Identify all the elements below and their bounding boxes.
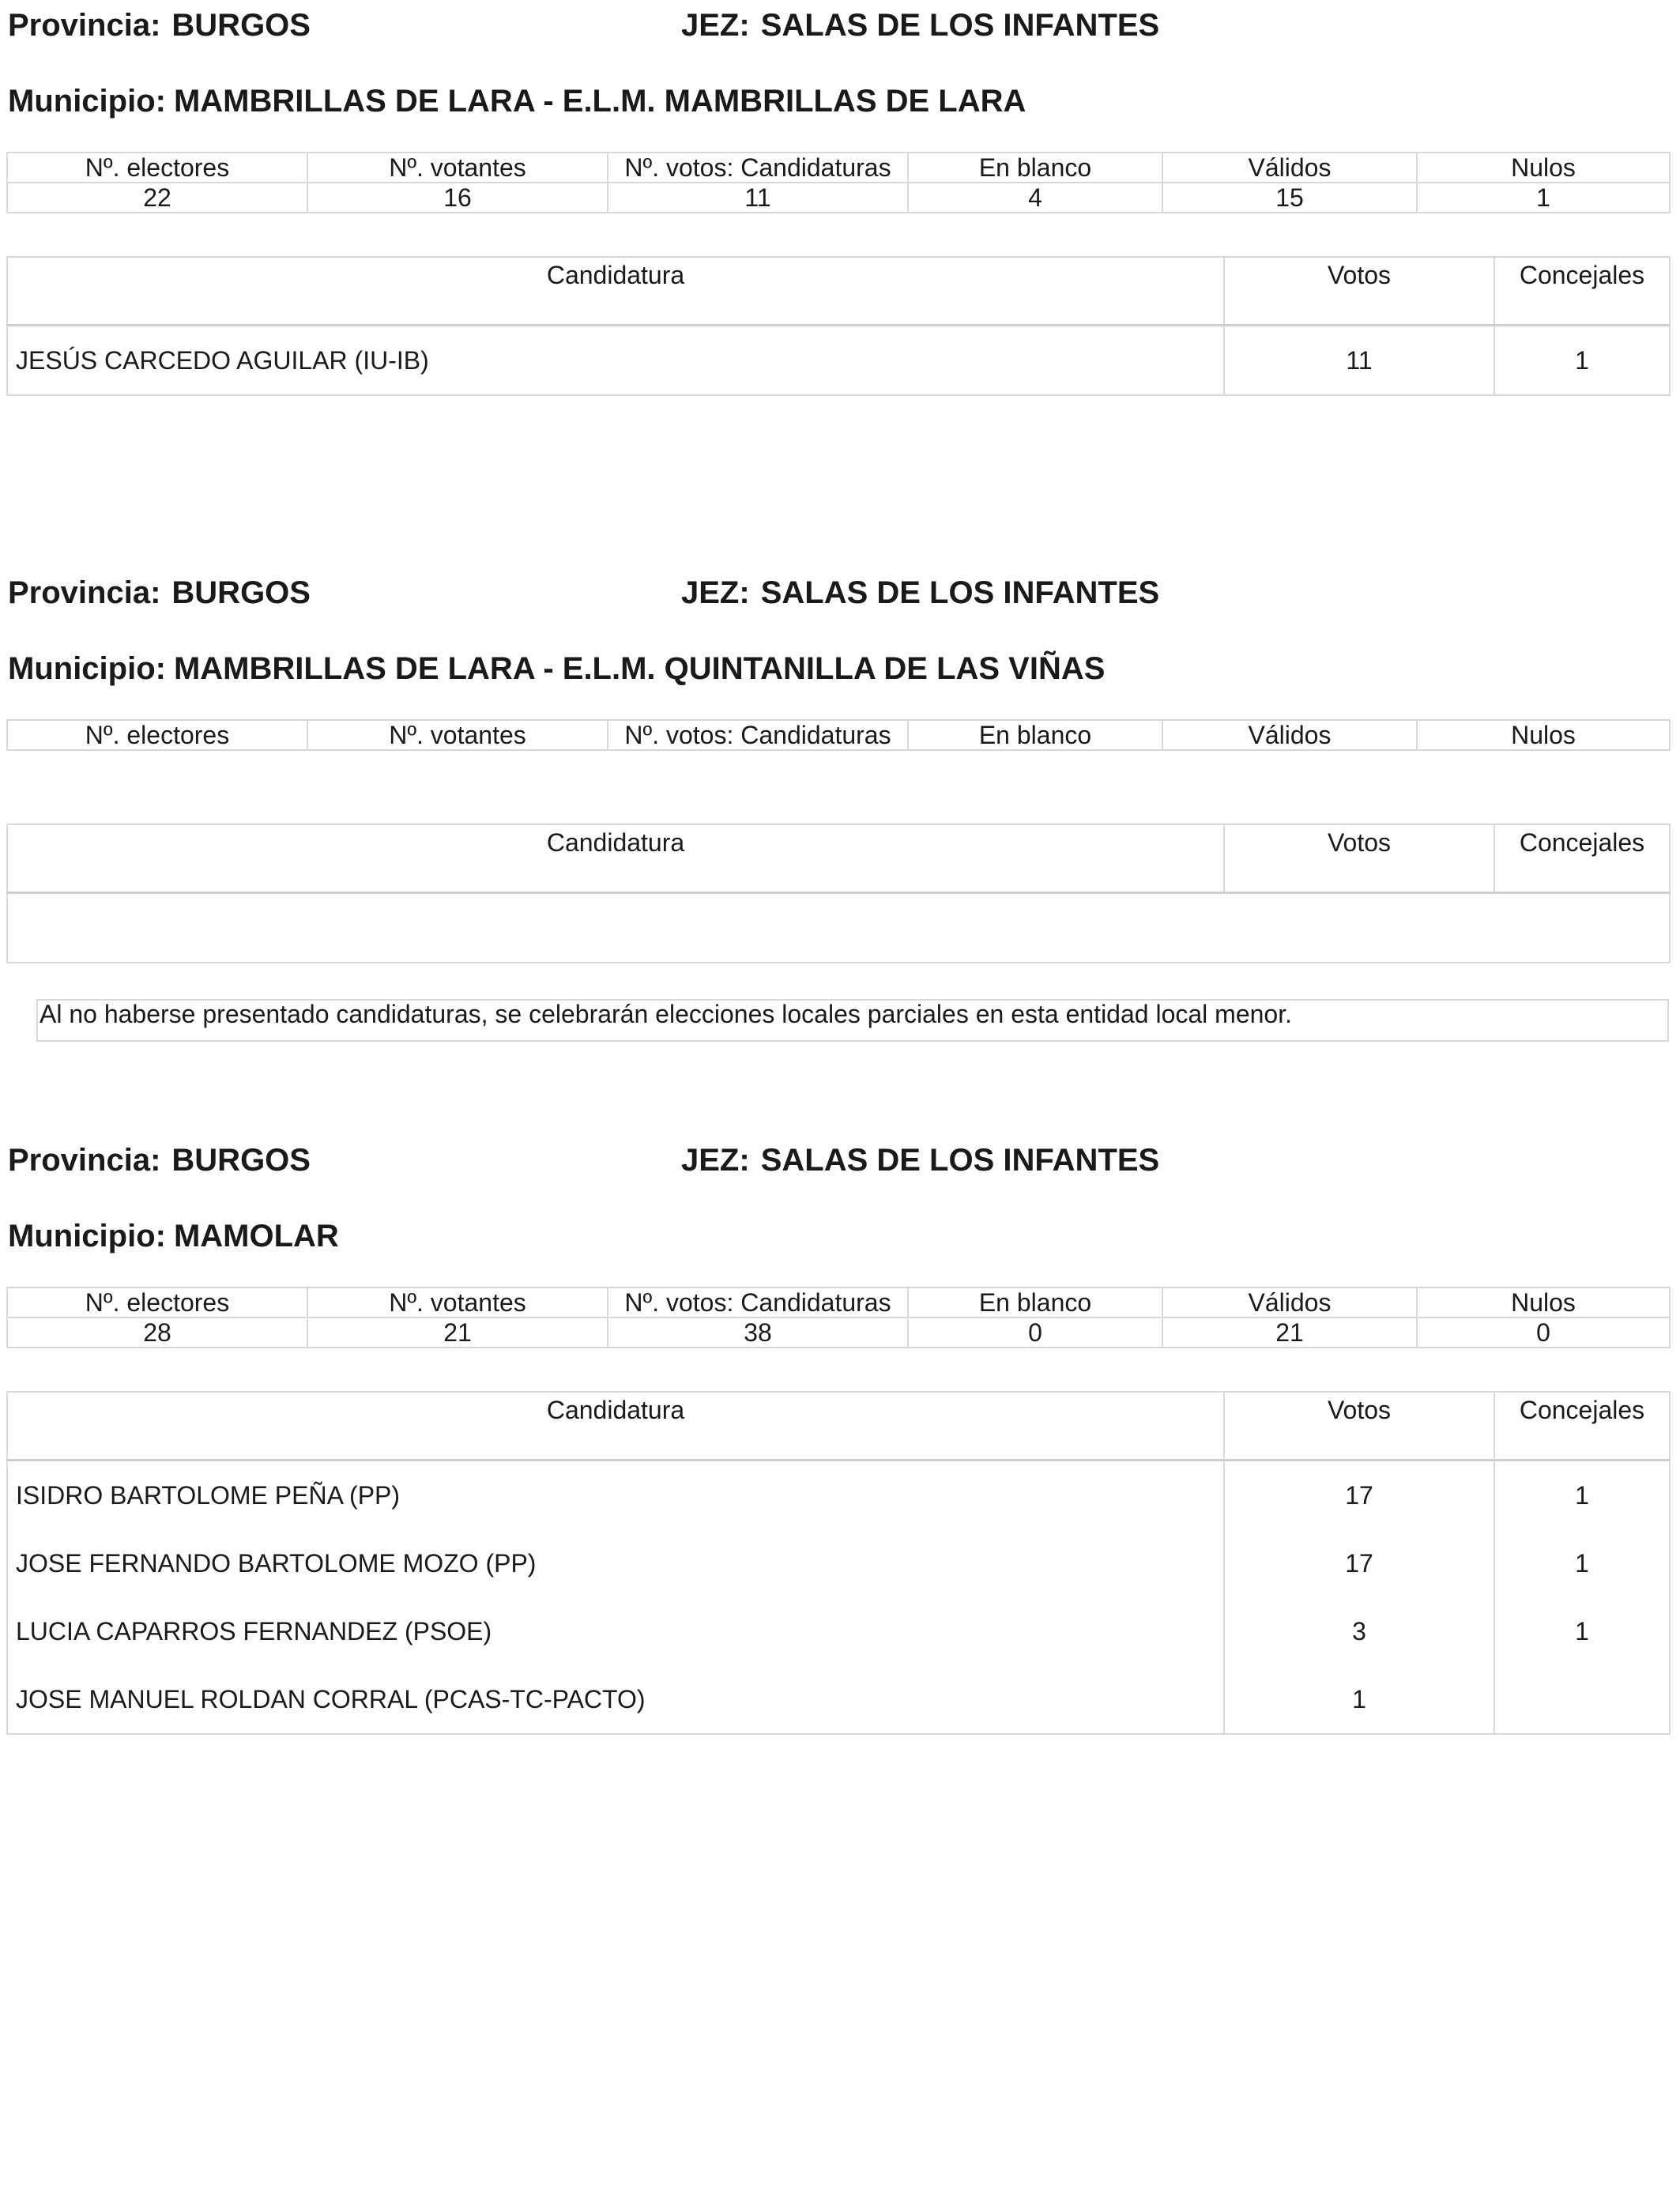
candidate-votos: 3 [1224, 1597, 1494, 1665]
stats-nulos: 1 [1417, 183, 1670, 213]
stats-header-nulos: Nulos [1417, 1287, 1670, 1318]
candidate-votos: 17 [1224, 1529, 1494, 1597]
candidates-table [6, 1391, 1671, 1735]
municipio-value: MAMOLAR [173, 1219, 339, 1253]
provincia-heading [8, 1144, 311, 1176]
candidates-header-row [7, 257, 1670, 326]
candidate-votos: 1 [1224, 1665, 1494, 1734]
provincia-value: BURGOS [171, 1143, 311, 1178]
stats-header-nulos: Nulos [1417, 720, 1670, 750]
stats-nulos: 0 [1417, 1318, 1670, 1348]
jez-heading [681, 9, 1159, 41]
stats-header-votos-candidaturas: Nº. votos: Candidaturas [608, 1287, 908, 1318]
stats-header-en-blanco: En blanco [908, 153, 1162, 183]
header-candidatura: Candidatura [7, 824, 1224, 893]
stats-votantes: 21 [307, 1318, 608, 1348]
stats-header-en-blanco: En blanco [908, 1287, 1162, 1318]
candidate-votos: 17 [1224, 1461, 1494, 1530]
provincia-label: Provincia: [8, 575, 161, 610]
stats-electores: 28 [7, 1318, 307, 1348]
municipio-label: Municipio: [8, 651, 166, 686]
municipio-heading [8, 1220, 339, 1252]
candidate-concejales: 1 [1494, 1597, 1670, 1665]
candidates-header-row [7, 824, 1670, 893]
stats-header-validos: Válidos [1162, 720, 1417, 750]
stats-header-validos: Válidos [1162, 1287, 1417, 1318]
stats-header-votos-candidaturas: Nº. votos: Candidaturas [608, 153, 908, 183]
candidate-name: JOSE FERNANDO BARTOLOME MOZO (PP) [7, 1529, 1224, 1597]
municipio-heading [8, 653, 1105, 684]
table-row-empty [7, 893, 1670, 963]
jez-heading [681, 1144, 1159, 1176]
stats-header-votantes: Nº. votantes [307, 720, 608, 750]
jez-label: JEZ: [681, 8, 750, 43]
header-concejales: Concejales [1494, 1392, 1670, 1461]
provincia-heading [8, 577, 311, 609]
candidate-name: LUCIA CAPARROS FERNANDEZ (PSOE) [7, 1597, 1224, 1665]
header-concejales: Concejales [1494, 257, 1670, 326]
stats-votantes: 16 [307, 183, 608, 213]
provincia-value: BURGOS [171, 575, 311, 610]
stats-votos-candidaturas: 38 [608, 1318, 908, 1348]
candidate-concejales [1494, 1665, 1670, 1734]
stats-header-nulos: Nulos [1417, 153, 1670, 183]
candidates-table [6, 256, 1671, 396]
stats-header-en-blanco: En blanco [908, 720, 1162, 750]
empty-candidates-cell [7, 893, 1670, 963]
stats-header-electores: Nº. electores [7, 1287, 307, 1318]
header-votos: Votos [1224, 1392, 1494, 1461]
jez-value: SALAS DE LOS INFANTES [760, 575, 1160, 610]
municipio-heading [8, 85, 1026, 117]
stats-value-row [7, 183, 1670, 213]
header-candidatura: Candidatura [7, 1392, 1224, 1461]
stats-en-blanco: 4 [908, 183, 1162, 213]
candidate-concejales: 1 [1494, 326, 1670, 396]
jez-value: SALAS DE LOS INFANTES [760, 1143, 1160, 1178]
table-row [7, 1461, 1670, 1530]
stats-header-electores: Nº. electores [7, 153, 307, 183]
table-row [7, 326, 1670, 396]
provincia-label: Provincia: [8, 1143, 161, 1178]
stats-header-votantes: Nº. votantes [307, 153, 608, 183]
stats-header-electores: Nº. electores [7, 720, 307, 750]
stats-header-votantes: Nº. votantes [307, 1287, 608, 1318]
header-votos: Votos [1224, 257, 1494, 326]
stats-electores: 22 [7, 183, 307, 213]
stats-header-row [7, 720, 1670, 750]
stats-value-row [7, 1318, 1670, 1348]
header-concejales: Concejales [1494, 824, 1670, 893]
stats-header-row [7, 153, 1670, 183]
jez-label: JEZ: [681, 575, 750, 610]
municipio-value: MAMBRILLAS DE LARA - E.L.M. MAMBRILLAS DE LARA [173, 84, 1026, 119]
municipio-label: Municipio: [8, 1219, 166, 1253]
provincia-label: Provincia: [8, 8, 161, 43]
candidate-name: JOSE MANUEL ROLDAN CORRAL (PCAS-TC-PACTO) [7, 1665, 1224, 1734]
table-row [7, 1597, 1670, 1665]
candidates-table [6, 824, 1671, 963]
no-candidates-note: Al no haberse presentado candidaturas, se celebrarán elecciones locales parciales en esta entidad local menor. [36, 999, 1669, 1042]
candidate-votos: 11 [1224, 326, 1494, 396]
stats-validos: 21 [1162, 1318, 1417, 1348]
jez-value: SALAS DE LOS INFANTES [760, 8, 1160, 43]
jez-label: JEZ: [681, 1143, 750, 1178]
stats-table [6, 152, 1671, 213]
municipio-value: MAMBRILLAS DE LARA - E.L.M. QUINTANILLA DE LAS VIÑAS [173, 651, 1106, 686]
table-row [7, 1529, 1670, 1597]
candidate-concejales: 1 [1494, 1529, 1670, 1597]
stats-table [6, 719, 1671, 751]
stats-header-votos-candidaturas: Nº. votos: Candidaturas [608, 720, 908, 750]
table-row [7, 1665, 1670, 1734]
stats-en-blanco: 0 [908, 1318, 1162, 1348]
candidate-name: JESÚS CARCEDO AGUILAR (IU-IB) [7, 326, 1224, 396]
provincia-value: BURGOS [171, 8, 311, 43]
header-votos: Votos [1224, 824, 1494, 893]
stats-votos-candidaturas: 11 [608, 183, 908, 213]
candidate-name: ISIDRO BARTOLOME PEÑA (PP) [7, 1461, 1224, 1530]
candidate-concejales: 1 [1494, 1461, 1670, 1530]
header-candidatura: Candidatura [7, 257, 1224, 326]
stats-table [6, 1287, 1671, 1348]
stats-header-row [7, 1287, 1670, 1318]
candidates-header-row [7, 1392, 1670, 1461]
stats-validos: 15 [1162, 183, 1417, 213]
stats-header-validos: Válidos [1162, 153, 1417, 183]
municipio-label: Municipio: [8, 84, 166, 119]
jez-heading [681, 577, 1159, 609]
provincia-heading [8, 9, 311, 41]
